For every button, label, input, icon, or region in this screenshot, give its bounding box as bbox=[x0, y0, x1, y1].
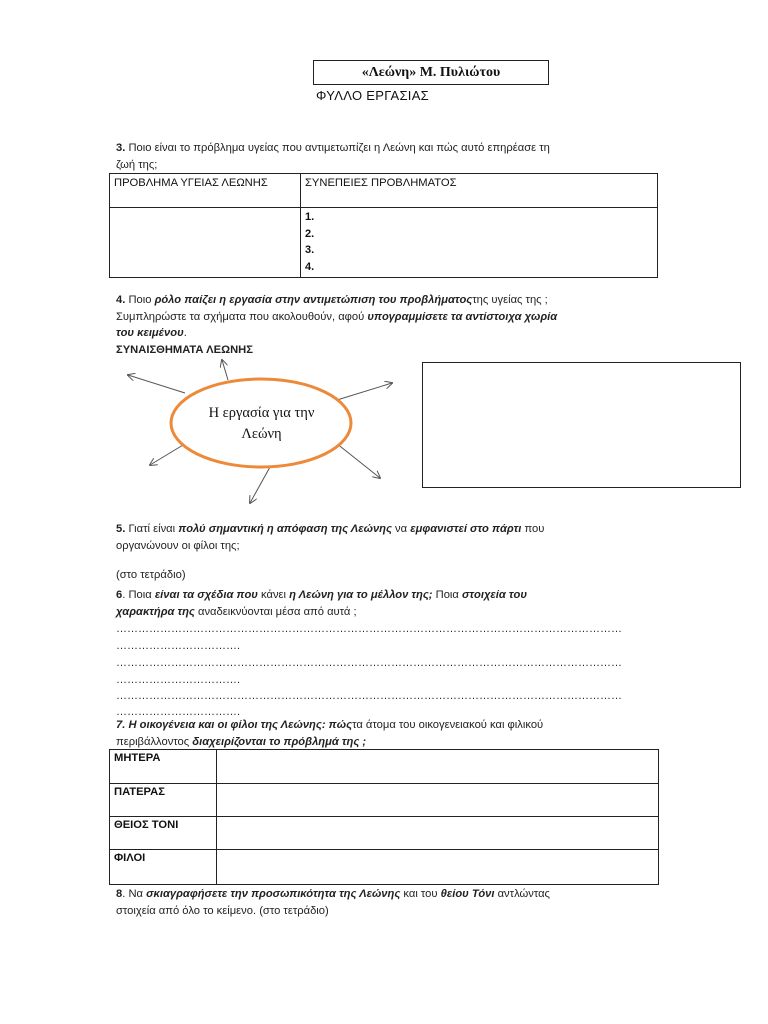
question-text: να bbox=[391, 523, 411, 535]
emphasis-text: η Λεώνη για το μέλλον της; bbox=[289, 589, 433, 601]
list-item: 3. bbox=[305, 244, 315, 256]
question-text: . bbox=[183, 327, 187, 339]
answer-line[interactable]: ……………………………. bbox=[116, 674, 241, 686]
question-number: 6 bbox=[116, 589, 123, 601]
question-text: τα άτομα του οικογενειακού και φιλικού bbox=[352, 719, 544, 731]
answer-cell[interactable] bbox=[217, 850, 659, 885]
question-text: που bbox=[521, 523, 545, 535]
emphasis-text: πολύ σημαντική η απόφαση της Λεώνης bbox=[178, 523, 392, 535]
diagram-arrow bbox=[337, 383, 392, 400]
answer-line[interactable]: ………………………………………………………………………………………………………………………… bbox=[116, 690, 622, 702]
consequences-list-cell[interactable] bbox=[301, 208, 658, 278]
diagram-arrow bbox=[222, 360, 228, 380]
emphasis-text: διαχειρίζονται το πρόβλημά της ; bbox=[192, 735, 367, 748]
question-6 bbox=[116, 587, 676, 620]
question-text: Ποιο είναι το πρόβλημα υγείας που αντιμετωπίζει η Λεώνη και πώς αυτό επηρέασε τη bbox=[125, 142, 550, 154]
list-item: 2. bbox=[305, 227, 315, 240]
emphasis-text: θείου Τόνι bbox=[440, 888, 495, 900]
diagram-arrow bbox=[250, 467, 270, 503]
question-text: αναδεικνύονται μέσα από αυτά ; bbox=[194, 605, 357, 618]
emphasis-text: στοιχεία του bbox=[462, 589, 527, 601]
problem-answer-cell[interactable] bbox=[110, 208, 301, 278]
title-box: «Λεώνη» Μ. Πυλιώτου bbox=[313, 60, 549, 85]
health-problem-table bbox=[109, 173, 658, 278]
question-3 bbox=[116, 140, 656, 173]
center-ellipse-label bbox=[174, 403, 349, 445]
emphasis-text: σκιαγραφήσετε την προσωπικότητα της Λεώνης bbox=[146, 888, 401, 900]
answer-line[interactable]: ……………………………. bbox=[116, 706, 241, 718]
answer-cell[interactable] bbox=[217, 750, 659, 784]
question-number: 4. bbox=[116, 294, 126, 306]
emphasis-text: εμφανιστεί στο πάρτι bbox=[410, 523, 522, 535]
question-text: της υγείας της ; bbox=[472, 294, 548, 306]
question-text: Ποιο bbox=[125, 294, 155, 306]
question-text: Ποια bbox=[432, 589, 462, 601]
center-label-line: Η εργασία για την bbox=[208, 405, 315, 421]
answer-line[interactable]: ………………………………………………………………………………………………………………………… bbox=[116, 623, 622, 635]
question-text: και του bbox=[400, 888, 441, 900]
answer-line[interactable]: ………………………………………………………………………………………………………………………… bbox=[116, 657, 622, 669]
table-header-problem: ΠΡΟΒΛΗΜΑ ΥΓΕΙΑΣ ΛΕΩΝΗΣ bbox=[110, 174, 301, 208]
family-friends-table bbox=[109, 749, 659, 885]
emphasis-text: ρόλο παίζει η εργασία στην αντιμετώπιση του προβλήματος bbox=[154, 294, 473, 306]
emphasis-text: είναι τα σχέδια που bbox=[154, 589, 258, 601]
question-text: οργανώνουν οι φίλοι της; bbox=[116, 539, 240, 552]
question-number: 5. bbox=[116, 523, 126, 535]
emphasis-text: χαρακτήρα της bbox=[116, 605, 195, 618]
question-4 bbox=[116, 292, 676, 358]
question-text: Γιατί είναι bbox=[125, 523, 179, 535]
question-5 bbox=[116, 521, 676, 584]
question-text: ζωή της; bbox=[116, 158, 158, 171]
diagram-arrow bbox=[128, 375, 185, 393]
question-number: 7. bbox=[116, 719, 126, 731]
center-label-line: Λεώνη bbox=[241, 426, 282, 442]
answer-cell[interactable] bbox=[217, 817, 659, 850]
question-text: κάνει bbox=[257, 589, 290, 601]
question-text: αντλώντας bbox=[494, 888, 550, 900]
notebook-note: (στο τετράδιο) bbox=[116, 569, 186, 581]
feelings-answer-box[interactable] bbox=[422, 362, 741, 488]
question-text: περιβάλλοντος bbox=[116, 735, 193, 748]
diagram-arrow bbox=[336, 443, 380, 478]
row-label: ΘΕΙΟΣ ΤΟΝΙ bbox=[110, 817, 217, 850]
list-item: 1. bbox=[305, 211, 315, 223]
list-item: 4. bbox=[305, 260, 315, 273]
question-7 bbox=[116, 717, 676, 750]
question-number: 3. bbox=[116, 142, 126, 154]
section-heading: ΣΥΝΑΙΣΘΗΜΑΤΑ ΛΕΩΝΗΣ bbox=[116, 343, 253, 356]
emphasis-text: Η οικογένεια και οι φίλοι της Λεώνης: πώς bbox=[125, 719, 353, 731]
answer-line[interactable]: ……………………………. bbox=[116, 640, 241, 652]
row-label: ΦΙΛΟΙ bbox=[110, 850, 217, 885]
question-text: . Ποια bbox=[122, 589, 155, 601]
question-text: Συμπληρώστε τα σχήματα που ακολουθούν, αφού bbox=[116, 310, 368, 323]
answer-cell[interactable] bbox=[217, 784, 659, 817]
row-label: ΠΑΤΕΡΑΣ bbox=[110, 784, 217, 817]
question-number: 8 bbox=[116, 888, 123, 900]
question-8 bbox=[116, 886, 676, 919]
emphasis-text: υπογραμμίσετε τα αντίστοιχα χωρία bbox=[367, 310, 558, 323]
question-text: . Να bbox=[122, 888, 147, 900]
row-label: ΜΗΤΕΡΑ bbox=[110, 750, 217, 784]
question-text: στοιχεία από όλο το κείμενο. (στο τετράδιο) bbox=[116, 904, 329, 917]
emphasis-text: του κειμένου bbox=[116, 327, 184, 339]
table-header-consequences: ΣΥΝΕΠΕΙΕΣ ΠΡΟΒΛΗΜΑΤΟΣ bbox=[301, 174, 658, 208]
worksheet-subtitle: ΦΥΛΛΟ ΕΡΓΑΣΙΑΣ bbox=[316, 88, 430, 103]
